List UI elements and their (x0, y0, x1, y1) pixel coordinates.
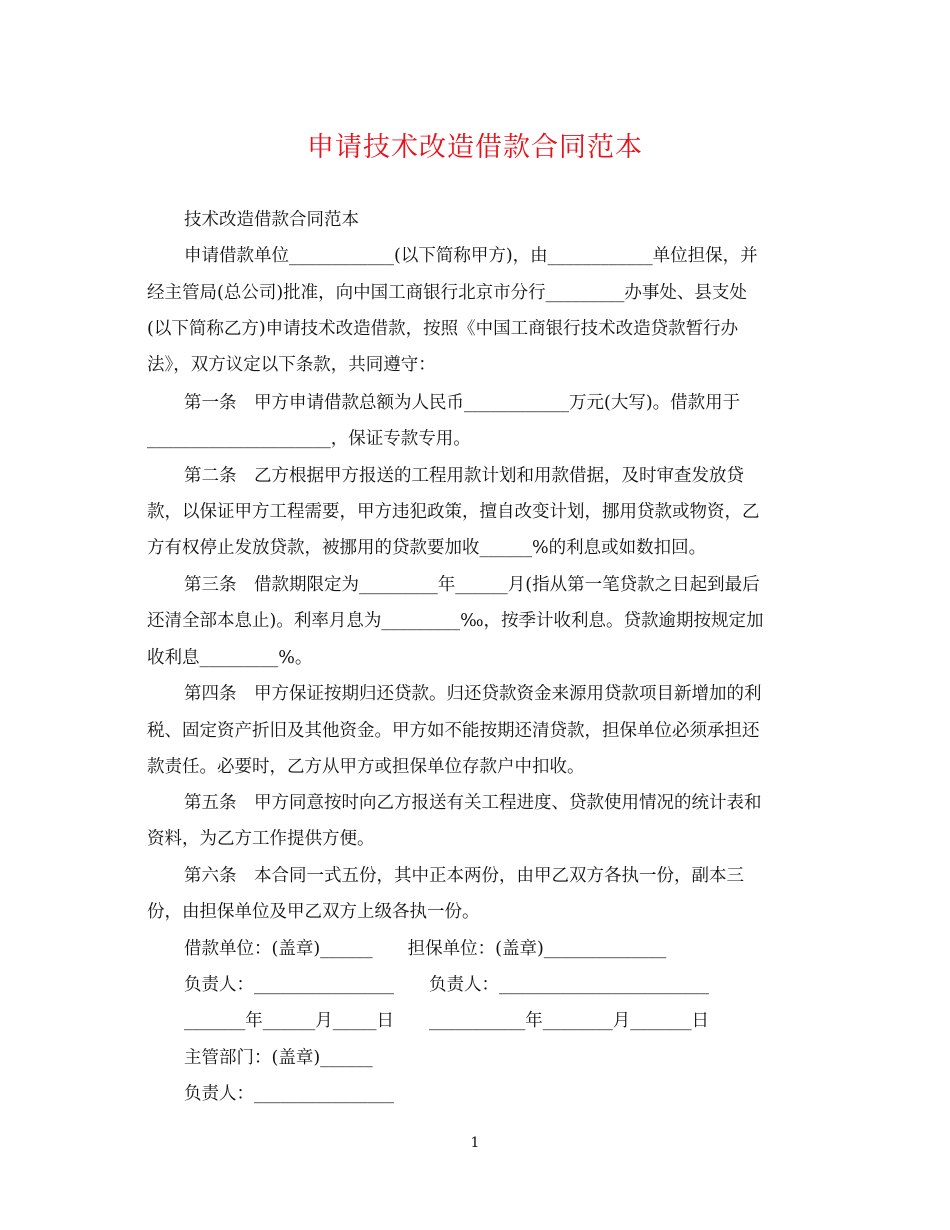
article5-line-2: 资料，为乙方工作提供方便。 (147, 829, 375, 849)
intro-line-1: 申请借款单位____________(以下简称甲方)，由____________单位担保，并 (184, 246, 758, 266)
article4-line-3: 款责任。必要时，乙方从甲方或担保单位存款户中扣收。 (147, 757, 585, 777)
article6-line-1: 第六条 本合同一式五份，其中正本两份，由甲乙双方各执一份，副本三 (184, 866, 744, 886)
article1-line-2: _____________________，保证专款专用。 (147, 429, 471, 449)
intro-line-2: 经主管局(总公司)批准，向中国工商银行北京市分行_________办事处、县支处 (147, 283, 747, 303)
signature-line-1: 借款单位：(盖章)______ 担保单位：(盖章)______________ (184, 939, 667, 959)
article6-line-2: 份，由担保单位及甲乙双方上级各执一份。 (147, 902, 480, 922)
intro-line-3: (以下简称乙方)申请技术改造借款，按照《中国工商银行技术改造贷款暂行办 (147, 319, 739, 339)
article3-line-2: 还清全部本息止)。利率月息为_________‰，按季计收利息。贷款逾期按规定加 (147, 611, 764, 631)
page-number: 1 (470, 1135, 480, 1151)
article4-line-2: 税、固定资产折旧及其他资金。甲方如不能按期还清贷款，担保单位必须承担还 (147, 721, 760, 741)
article2-line-3: 方有权停止发放贷款，被挪用的贷款要加收______%的利息或如数扣回。 (147, 538, 707, 558)
signature-date-line: _______年______月_____日 ___________年________月_______日 (184, 1011, 709, 1031)
signature-line-4: 主管部门：(盖章)______ (184, 1048, 373, 1068)
article4-line-1: 第四条 甲方保证按期归还贷款。归还贷款资金来源用贷款项目新增加的利 (184, 684, 762, 704)
signature-line-5: 负责人：________________ (184, 1084, 394, 1104)
article3-line-3: 收利息_________%。 (147, 648, 313, 668)
article2-line-2: 款，以保证甲方工程需要，甲方违犯政策，擅自改变计划，挪用贷款或物资，乙 (147, 502, 760, 522)
intro-line-4: 法》，双方议定以下条款，共同遵守： (147, 355, 436, 375)
signature-line-2: 负责人：________________ 负责人：________________________ (184, 975, 709, 995)
article1-line-1: 第一条 甲方申请借款总额为人民币____________万元(大写)。借款用于 (184, 393, 741, 413)
article2-line-1: 第二条 乙方根据甲方报送的工程用款计划和用款借据，及时审查发放贷 (184, 466, 744, 486)
article5-line-1: 第五条 甲方同意按时向乙方报送有关工程进度、贷款使用情况的统计表和 (184, 793, 762, 813)
page-title: 申请技术改造借款合同范本 (307, 132, 643, 163)
article3-line-1: 第三条 借款期限定为_________年______月(指从第一笔贷款之日起到最后 (184, 575, 760, 595)
subtitle: 技术改造借款合同范本 (184, 210, 359, 230)
